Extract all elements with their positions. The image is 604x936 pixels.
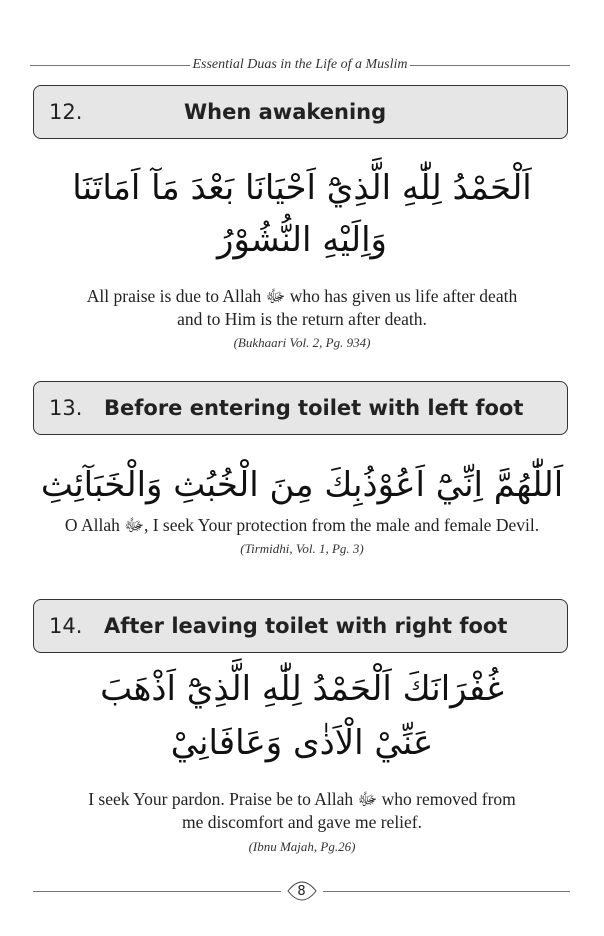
dua-12-translation-line-1: All praise is due to Allah ﷻ who has given us life after death: [86, 286, 518, 306]
dua-14-heading: [33, 599, 568, 653]
page-footer: [33, 880, 570, 902]
dua-number: 13.: [49, 396, 83, 420]
dua-14-arabic-line-2: عَنِّيْ الْاَذٰى وَعَافَانِيْ: [170, 723, 434, 763]
page-number: 8: [297, 883, 306, 899]
dua-14-translation-line-1: I seek Your pardon. Praise be to Allah ﷻ who removed from: [88, 789, 516, 809]
page-number-badge: [287, 881, 317, 901]
header-rule-left: [30, 65, 190, 66]
header-rule-right: [410, 65, 570, 66]
dua-14-reference: (Ibnu Majah, Pg.26): [248, 839, 356, 854]
footer-rule-right: [323, 891, 571, 892]
dua-13-reference: (Tirmidhi, Vol. 1, Pg. 3): [240, 541, 364, 556]
dua-12-arabic-line-2: وَاِلَيْهِ النُّشُوْرُ: [217, 220, 387, 260]
dua-title: When awakening: [184, 100, 387, 124]
dua-13-translation: O Allah ﷻ, I seek Your protection from the male and female Devil.: [64, 515, 540, 535]
running-header: [30, 55, 570, 75]
dua-number: 14.: [49, 614, 83, 638]
dua-title: Before entering toilet with left foot: [104, 396, 524, 420]
footer-rule-left: [33, 891, 281, 892]
dua-12-translation-line-2: and to Him is the return after death.: [177, 309, 427, 329]
dua-title: After leaving toilet with right foot: [104, 614, 508, 638]
dua-13-heading: [33, 381, 568, 435]
dua-12-arabic-line-1: اَلْحَمْدُ لِلّٰهِ الَّذِيْٓ اَحْيَانَا بَعْدَ مَآ اَمَاتَنَا: [72, 168, 532, 208]
dua-14-translation-line-2: me discomfort and gave me relief.: [181, 812, 423, 832]
dua-13-arabic: اَللّٰهُمَّ اِنِّيْٓ اَعُوْذُبِكَ مِنَ الْخُبُثِ وَالْخَبَآئِثِ: [40, 465, 564, 505]
dua-number: 12.: [49, 100, 83, 124]
dua-14-arabic-line-1: غُفْرَانَكَ اَلْحَمْدُ لِلّٰهِ الَّذِيْٓ اَذْهَبَ: [100, 669, 504, 709]
dua-12-heading: [33, 85, 568, 139]
dua-12-reference: (Bukhaari Vol. 2, Pg. 934): [233, 335, 371, 350]
book-title: Essential Duas in the Life of a Muslim: [192, 57, 408, 72]
